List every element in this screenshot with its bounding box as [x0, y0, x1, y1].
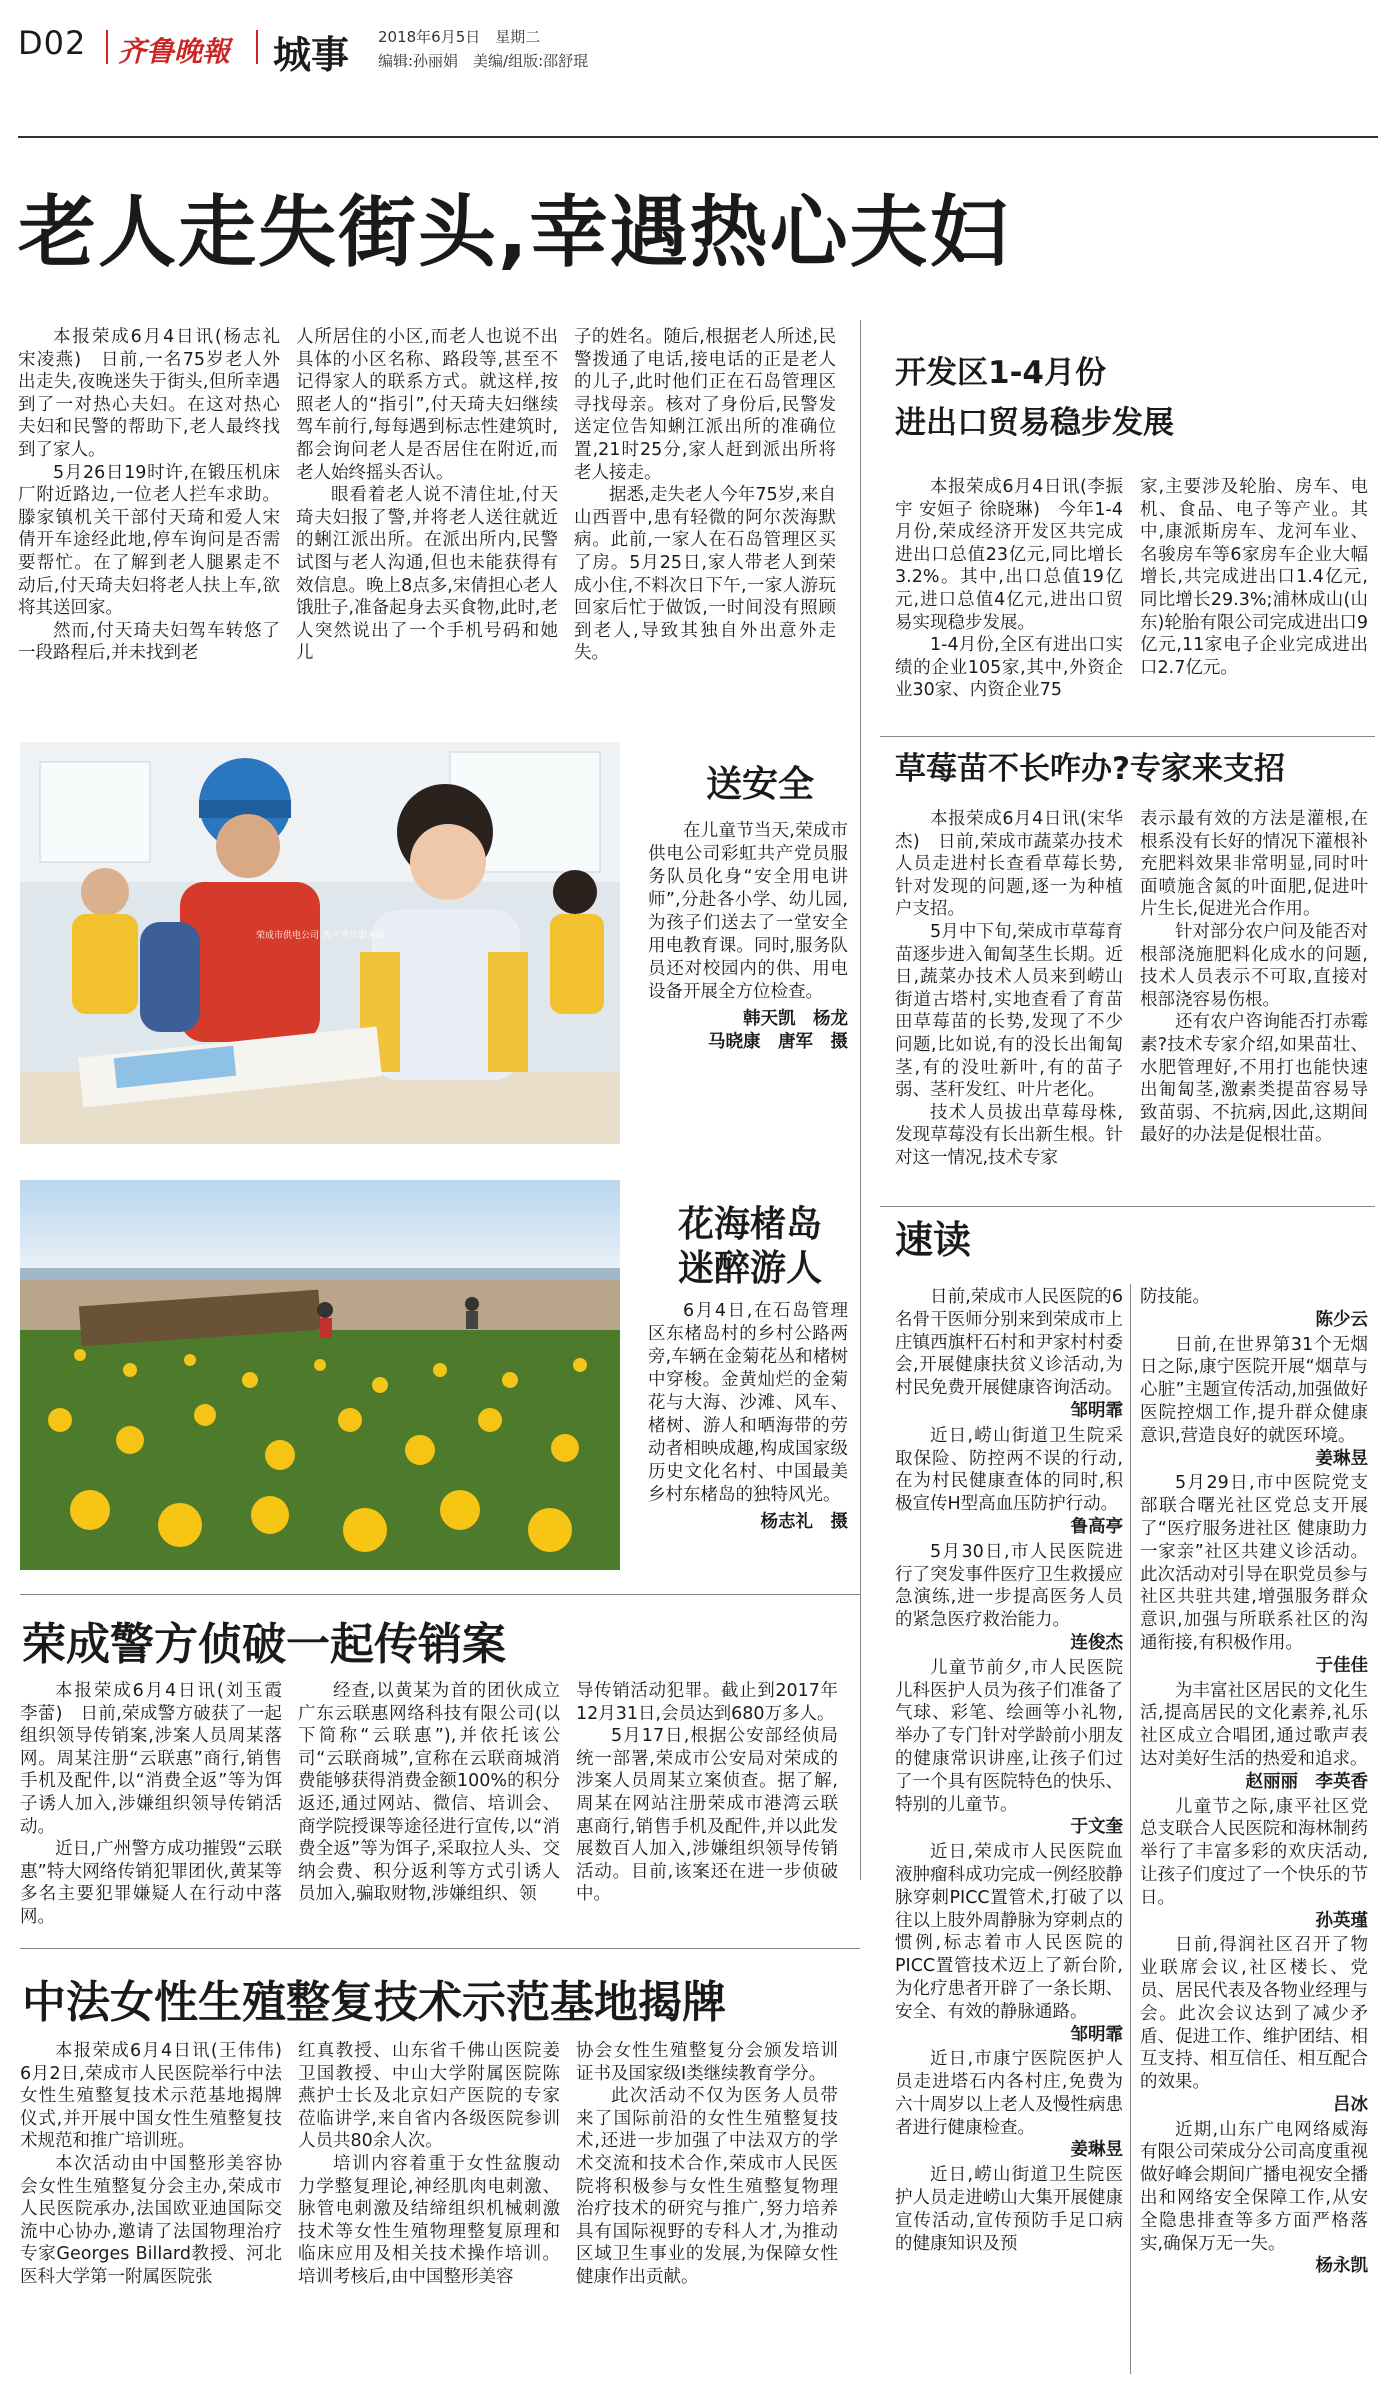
masthead-rule	[18, 136, 1378, 138]
brief-item: 儿童节之际,康平社区党总支联合人民医院和海林制药举行了丰富多彩的欢庆活动,让孩子们度过了一个快乐的节日。	[1140, 1796, 1368, 1908]
lead-headline: 老人走失街头,幸遇热心夫妇	[18, 188, 1010, 278]
editors-line: 编辑:孙丽娟 美编/组版:邵舒琨	[378, 52, 589, 70]
flower-caption	[648, 1300, 848, 1534]
police-column-1	[20, 1680, 282, 1929]
section-divider	[880, 1206, 1375, 1207]
paragraph: 5月26日19时许,在锻压机床厂附近路边,一位老人拦车求助。滕家镇机关干部付天琦和爱人宋倩开车途经此地,停车询问是否需要帮忙。在了解到老人腿累走不动后,付天琦夫妇将老人扶上车,欲将其送回家。	[18, 462, 280, 619]
paragraph: 然而,付天琦夫妇驾车转悠了一段路程后,并未找到老	[18, 620, 280, 664]
police-headline: 荣成警方侦破一起传销案	[22, 1619, 506, 1670]
paragraph: 协会女性生殖整复分会颁发培训证书及国家级Ⅰ类继续教育学分。	[576, 2041, 838, 2084]
brief-item: 儿童节前夕,市人民医院儿科医护人员为孩子们准备了气球、彩笔、绘画等小礼物,举办了专门针对学龄前小朋友的健康常识讲座,让孩子们过了一个具有医院特色的快乐、特别的儿童节。	[895, 1657, 1123, 1815]
safety-photo-illustration	[20, 742, 620, 1144]
paragraph: 表示最有效的方法是灌根,在根系没有长好的情况下灌根补充肥料效果非常明显,同时叶面喷施含氮的叶面肥,促进叶片生长,促进光合作用。	[1140, 809, 1368, 920]
police-column-2	[298, 1680, 560, 1906]
section-divider	[20, 1948, 860, 1949]
paragraph: 本报荣成6月4日讯(李振宇 安姮子 徐晓琳) 今年1-4月份,荣成经济开发区共完成进出口总值23亿元,同比增长3.2%。其中,出口总值19亿元,进口总值4亿元,进出口贸易实现稳步发展。	[895, 477, 1123, 633]
brief-item: 5月29日,市中医院党支部联合曙光社区党总支开展了“医疗服务进社区 健康助力一家亲”社区共建义诊活动。此次活动对引导在职党员参与社区共驻共建,增强服务群众意识,加强与所联系社区的沟通衔接,有积极作用。	[1140, 1473, 1368, 1653]
lead-column-3	[574, 326, 836, 665]
paragraph: 据悉,走失老人今年75岁,来自山西晋中,患有轻微的阿尔茨海默病。此前,一家人在石岛管理区买了房。5月25日,家人带老人到荣成小住,不料次日下午,一家人游玩回家后忙于做饭,一时间没有照顾到老人,导致其独自外出意外走失。	[574, 485, 836, 664]
masthead	[18, 24, 1378, 76]
strawberry-column-2	[1140, 808, 1368, 1147]
paragraph: 人所居住的小区,而老人也说不出具体的小区名称、路段等,甚至不记得家人的联系方式。就这样,按照老人的“指引”,付天琦夫妇继续驾车前行,每每遇到标志性建筑时,都会询问老人是否居住在附近,而老人始终摇头否认。	[296, 327, 558, 483]
brief-author: 陈少云	[1315, 1309, 1368, 1330]
safety-title: 送安全	[705, 764, 814, 805]
brief-author: 邹明霏	[1070, 2024, 1123, 2045]
flower-title-line2: 迷醉游人	[677, 1248, 822, 1289]
paragraph: 本报荣成6月4日讯(宋华杰) 日前,荣成市蔬菜办技术人员走进村长查看草莓长势,针对发现的问题,逐一为种植户支招。	[895, 809, 1123, 920]
brief-item: 为丰富社区居民的文化生活,提高居民的文化素养,礼乐社区成立合唱团,通过歌声表达对美好生活的热爱和追求。	[1140, 1680, 1368, 1769]
page-code: D02	[18, 24, 87, 62]
issue-date: 2018年6月5日 星期二	[378, 28, 541, 46]
paragraph: 经查,以黄某为首的团伙成立广东云联惠网络科技有限公司(以下简称“云联惠”),并依托该公司“云联商城”,宣称在云联商城消费能够获得消费金额100%的积分返还,通过网站、微信、培训会、商学院授课等途径进行宣传,以“消费全返”等为饵子,采取拉人头、交纳会费、积分返利等方式引诱人员加入,骗取财物,涉嫌组织、领	[298, 1681, 560, 1905]
brief-author: 于文奎	[1070, 1817, 1123, 1838]
brief-item: 日前,荣成市人民医院的6名骨干医师分别来到荣成市上庄镇西旗杆石村和尹家村村委会,开展健康扶贫义诊活动,为村民免费开展健康咨询活动。	[895, 1287, 1123, 1399]
medical-headline: 中法女性生殖整复技术示范基地揭牌	[22, 1977, 726, 2028]
brief-item: 近日,崂山街道卫生院医护人员走进崂山大集开展健康宣传活动,宣传预防手足口病的健康知识及预	[895, 2165, 1123, 2254]
paragraph: 此次活动不仅为医务人员带来了国际前沿的女性生殖整复技术,还进一步加强了中法双方的学术交流和技术合作,荣成市人民医院将积极参与女性生殖整复物理治疗技术的研究与推广,努力培养具有国际视野的专科人才,为推动区域卫生事业的发展,为保障女性健康作出贡献。	[576, 2086, 838, 2287]
paragraph: 针对部分农户问及能否对根部浇施肥料化成水的问题,技术人员表示不可取,直接对根部浇容易伤根。	[1140, 921, 1368, 1010]
briefs-column-1	[895, 1286, 1123, 2255]
brief-author: 赵丽丽 李英香	[1245, 1771, 1368, 1792]
masthead-divider	[256, 30, 258, 64]
trade-column-1	[895, 476, 1123, 702]
trade-column-2	[1140, 476, 1368, 679]
paragraph: 本次活动由中国整形美容协会女性生殖整复分会主办,荣成市人民医院承办,法国欧亚迪国际交流中心协办,邀请了法国物理治疗专家Georges Billard教授、河北医科大学第一附属医院张	[20, 2153, 282, 2287]
photo-byline: 韩天凯 杨龙	[743, 1009, 848, 1029]
flower-photo-illustration	[20, 1180, 620, 1570]
police-column-3	[576, 1680, 838, 1906]
flower-photo	[20, 1180, 620, 1570]
photo-byline: 杨志礼 摄	[760, 1512, 848, 1532]
vest-text: 荣成市供电公司 共产党员服务队	[256, 931, 385, 941]
brief-author: 姜琳昱	[1315, 1448, 1368, 1469]
medical-column-1	[20, 2040, 300, 2289]
lead-column-1	[18, 326, 280, 665]
section-divider	[20, 1594, 860, 1595]
caption-text: 在儿童节当天,荣成市供电公司彩虹共产党员服务队员化身“安全用电讲师”,分赴各小学、幼儿园,为孩子们送去了一堂安全用电教育课。同时,服务队员还对校园内的供、用电设备开展全方位检查。	[648, 821, 848, 1002]
briefs-column-2	[1140, 1286, 1368, 2280]
strawberry-headline: 草莓苗不长咋办?专家来支招	[895, 751, 1285, 787]
brief-item: 近日,荣成市人民医院血液肿瘤科成功完成一例经胶静脉穿刺PICC置管术,打破了以往以上肢外周静脉为穿刺点的惯例,标志着市人民医院的PICC置管技术迈上了新台阶,为化疗患者开辟了一条长期、安全、有效的静脉通路。	[895, 1842, 1123, 2022]
paragraph: 眼看着老人说不清住址,付天琦夫妇报了警,并将老人送往就近的蜊江派出所。在派出所内,民警试图与老人沟通,但也未能获得有效信息。晚上8点多,宋倩担心老人饿肚子,准备起身去买食物,此时,老人突然说出了一个手机号码和她儿	[296, 485, 558, 664]
paragraph: 导传销活动犯罪。截止到2017年12月31日,会员达到680万多人。	[576, 1681, 838, 1724]
medical-column-3	[576, 2040, 838, 2289]
section-title: 城事	[273, 33, 350, 77]
brief-author: 吕冰	[1333, 2094, 1368, 2115]
brief-item: 5月30日,市人民医院进行了突发事件医疗卫生救援应急演练,进一步提高医务人员的紧急医疗救治能力。	[895, 1541, 1123, 1631]
photo-byline: 马晓康 唐军 摄	[708, 1032, 848, 1052]
brief-author: 于佳佳	[1315, 1655, 1368, 1676]
trade-headline-line1: 开发区1-4月份	[895, 355, 1107, 391]
brief-item: 日前,得润社区召开了物业联席会议,社区楼长、党员、居民代表及各物业经理与会。此次会议达到了减少矛盾、促进工作、维护团结、相互支持、相互信任、相互配合的效果。	[1140, 1935, 1368, 2093]
column-divider	[860, 320, 861, 1880]
lead-column-2	[296, 326, 558, 665]
paragraph: 子的姓名。随后,根据老人所述,民警拨通了电话,接电话的正是老人的儿子,此时他们正在石岛管理区寻找母亲。核对了身份后,民警发送定位告知蜊江派出所的准确位置,21时25分,家人赶到派出所将老人接走。	[574, 327, 836, 483]
paragraph: 1-4月份,全区有进出口实绩的企业105家,其中,外资企业30家、内资企业75	[895, 635, 1123, 701]
caption-text: 6月4日,在石岛管理区东楮岛村的乡村公路两旁,车辆在金菊花丛和楮树中穿梭。金黄灿烂的金菊花与大海、沙滩、风车、楮树、游人和晒海带的劳动者相映成趣,构成国家级历史文化名村、中国最美乡村东楮岛的独特风光。	[648, 1301, 848, 1505]
brief-item: 近日,市康宁医院医护人员走进塔石内各村庄,免费为六十周岁以上老人及慢性病患者进行健康检查。	[895, 2049, 1123, 2138]
section-divider	[880, 736, 1375, 737]
paragraph: 还有农户咨询能否打赤霉素?技术专家介绍,如果苗壮、水肥管理好,不用打也能快速出匍匐茎,激素类提苗容易导致苗弱、不抗病,因此,这期间最好的办法是促根壮苗。	[1140, 1012, 1368, 1146]
brief-item: 近期,山东广电网络威海有限公司荣成分公司高度重视做好峰会期间广播电视安全播出和网络安全保障工作,从安全隐患排查等多方面严格落实,确保万无一失。	[1140, 2119, 1368, 2254]
paragraph: 培训内容着重于女性盆腹动力学整复理论,神经肌肉电刺激、脉管电刺激及结缔组织机械刺激技术等女性生殖物理整复原理和临床应用及相关技术操作培训。培训考核后,由中国整形美容	[298, 2153, 560, 2287]
trade-headline-line2: 进出口贸易稳步发展	[895, 405, 1174, 441]
brief-item: 近日,崂山街道卫生院采取保险、防控两不误的行动,在为村民健康查体的同时,积极宣传H型高血压防护行动。	[895, 1425, 1123, 1515]
brief-item: 防技能。	[1140, 1287, 1210, 1307]
paragraph: 近日,广州警方成功摧毁“云联惠”特大网络传销犯罪团伙,黄某等多名主要犯罪嫌疑人在行动中落网。	[20, 1839, 282, 1927]
paper-logo: 齐鲁晚報	[118, 35, 231, 68]
paragraph: 本报荣成6月4日讯(杨志礼 宋凌燕) 日前,一名75岁老人外出走失,夜晚迷失于街头,但所幸遇到了一对热心夫妇。在这对热心夫妇和民警的帮助下,老人最终找到了家人。	[18, 327, 280, 460]
brief-author: 邹明霏	[1070, 1400, 1123, 1421]
column-divider	[1130, 1284, 1131, 2374]
paragraph: 本报荣成6月4日讯(刘玉霞 李蕾) 日前,荣成警方破获了一起组织领导传销案,涉案人员周某落网。周某注册“云联惠”商行,销售手机及配件,以“消费全返”等为饵子诱人加入,涉嫌组织领导传销活动。	[20, 1681, 282, 1837]
paragraph: 技术人员拔出草莓母株,发现草莓没有长出新生根。针对这一情况,技术专家	[895, 1102, 1123, 1168]
safety-photo	[20, 742, 620, 1144]
paragraph: 家,主要涉及轮胎、房车、电机、食品、电子等产业。其中,康派斯房车、龙河车业、名骏房车等6家房车企业大幅增长,共完成进出口1.4亿元,同比增长29.3%;浦林成山(山东)轮胎有限公司完成进出口9亿元,11家电子企业完成进出口2.7亿元。	[1140, 477, 1368, 678]
briefs-title: 速读	[895, 1218, 972, 1262]
paragraph: 本报荣成6月4日讯(王伟伟) 6月2日,荣成市人民医院举行中法女性生殖整复技术示范基地揭牌仪式,并开展中国女性生殖整复技术规范和推广培训班。	[20, 2041, 300, 2152]
brief-author: 孙英瑾	[1315, 1910, 1368, 1931]
medical-column-2	[298, 2040, 560, 2289]
paragraph: 5月中下旬,荣成市草莓育苗逐步进入匍匐茎生长期。近日,蔬菜办技术人员来到崂山街道古塔村,实地查看了育苗田草莓苗的长势,发现了不少问题,比如说,有的没长出匍匐茎,有的没吐新叶,有的苗子弱、茎秆发红、叶片老化。	[895, 921, 1123, 1101]
brief-author: 鲁高亭	[1070, 1516, 1123, 1537]
brief-author: 连俊杰	[1070, 1632, 1123, 1653]
masthead-divider	[106, 30, 108, 64]
brief-author: 姜琳昱	[1070, 2140, 1123, 2161]
paragraph: 红真教授、山东省千佛山医院姜卫国教授、中山大学附属医院陈燕护士长及北京妇产医院的专家莅临讲学,来自省内各级医院参训人员共80余人次。	[298, 2041, 560, 2152]
safety-caption	[648, 820, 848, 1054]
flower-title-line1: 花海楮岛	[677, 1204, 822, 1245]
paragraph: 5月17日,根据公安部经侦局统一部署,荣成市公安局对荣成的涉案人员周某立案侦查。据了解,周某在网站注册荣成市港湾云联惠商行,销售手机及配件,并以此发展数百人加入,涉嫌组织领导传销活动。目前,该案还在进一步侦破中。	[576, 1726, 838, 1905]
brief-item: 日前,在世界第31个无烟日之际,康宁医院开展“烟草与心脏”主题宣传活动,加强做好医院控烟工作,提升群众健康意识,营造良好的就医环境。	[1140, 1334, 1368, 1446]
brief-author: 杨永凯	[1315, 2256, 1368, 2277]
strawberry-column-1	[895, 808, 1123, 1170]
